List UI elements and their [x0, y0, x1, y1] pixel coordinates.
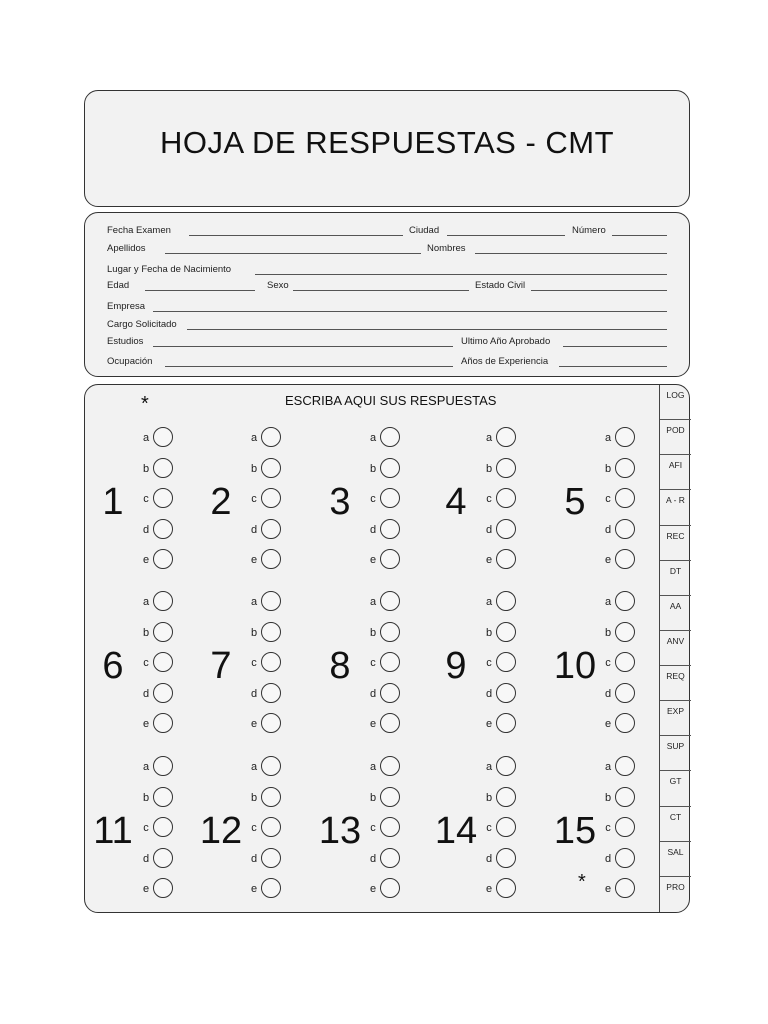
form-row-company: [107, 301, 667, 315]
answer-bubble[interactable]: [261, 817, 281, 837]
answer-bubble[interactable]: [496, 488, 516, 508]
answer-bubble[interactable]: [380, 427, 400, 447]
scale-cell: SUP: [660, 736, 691, 771]
option-letter: b: [250, 462, 258, 475]
edad-field[interactable]: [145, 290, 255, 291]
answer-bubble[interactable]: [153, 817, 173, 837]
answer-bubble[interactable]: [261, 458, 281, 478]
option-letter: e: [604, 718, 612, 730]
option-letter: a: [142, 432, 150, 444]
answer-bubble[interactable]: [496, 427, 516, 447]
option-letter: e: [142, 718, 150, 730]
form-row-occupation: [107, 356, 667, 370]
answer-bubble[interactable]: [261, 591, 281, 611]
option-letter: e: [250, 554, 258, 566]
answer-bubble[interactable]: [615, 591, 635, 611]
option-letter: a: [604, 596, 612, 608]
option-letter: e: [142, 554, 150, 566]
option-letter: b: [485, 462, 493, 475]
option-letter: b: [142, 626, 150, 639]
answer-bubble[interactable]: [380, 458, 400, 478]
option-letter: a: [369, 432, 377, 444]
option-letter: e: [250, 718, 258, 730]
answer-bubble[interactable]: [615, 427, 635, 447]
asterisk-mark-bottom: *: [578, 871, 586, 893]
ultimo-ano-label: Ultimo Año Aprobado: [461, 336, 551, 347]
question-number: 12: [199, 810, 243, 852]
option-letter: e: [604, 554, 612, 566]
edad-label: Edad: [107, 280, 130, 291]
form-row-position: [107, 319, 667, 333]
option-letter: b: [604, 462, 612, 475]
answer-bubble[interactable]: [496, 848, 516, 868]
option-letter: a: [142, 596, 150, 608]
answer-bubble[interactable]: [380, 549, 400, 569]
answer-panel: [84, 384, 690, 913]
answer-bubble[interactable]: [496, 683, 516, 703]
scale-cell: A - R: [660, 490, 691, 525]
answer-bubble[interactable]: [496, 622, 516, 642]
scale-cell: SAL: [660, 842, 691, 877]
question-number: 11: [93, 810, 133, 852]
answer-bubble[interactable]: [153, 488, 173, 508]
option-letter: b: [369, 791, 377, 804]
option-letter: c: [605, 822, 611, 834]
lugar-fecha-nacimiento-label: Lugar y Fecha de Nacimiento: [107, 264, 232, 275]
answer-bubble[interactable]: [261, 878, 281, 898]
answer-bubble[interactable]: [153, 713, 173, 733]
answer-bubble[interactable]: [496, 878, 516, 898]
answer-bubble[interactable]: [615, 549, 635, 569]
ultimo-ano-field[interactable]: [563, 346, 667, 347]
answer-bubble[interactable]: [153, 458, 173, 478]
option-letter: d: [604, 687, 612, 700]
question-number: 15: [553, 810, 597, 852]
option-letter: e: [485, 718, 493, 730]
anos-experiencia-label: Años de Experiencia: [461, 356, 549, 367]
question-number: 4: [445, 481, 467, 523]
question-number: 1: [102, 481, 124, 523]
option-letter: e: [604, 883, 612, 895]
answer-bubble[interactable]: [261, 488, 281, 508]
answer-bubble[interactable]: [153, 427, 173, 447]
option-letter: a: [142, 761, 150, 773]
scale-cell: AA: [660, 596, 691, 631]
option-letter: c: [251, 657, 257, 669]
option-letter: a: [604, 761, 612, 773]
question-number: 14: [434, 810, 478, 852]
scale-cell: ANV: [660, 631, 691, 666]
answer-bubble[interactable]: [496, 787, 516, 807]
answer-bubble[interactable]: [261, 787, 281, 807]
answer-bubble[interactable]: [496, 591, 516, 611]
answer-bubble[interactable]: [261, 683, 281, 703]
sexo-label: Sexo: [267, 280, 289, 291]
answer-bubble[interactable]: [615, 458, 635, 478]
answer-bubble[interactable]: [615, 652, 635, 672]
answer-bubble[interactable]: [380, 519, 400, 539]
estudios-label: Estudios: [107, 336, 144, 347]
option-letter: c: [370, 493, 376, 505]
form-row-personal: [107, 280, 667, 294]
answer-bubble[interactable]: [261, 652, 281, 672]
page-title: HOJA DE RESPUESTAS - CMT: [159, 125, 615, 160]
answer-bubble[interactable]: [261, 756, 281, 776]
answer-bubble[interactable]: [615, 622, 635, 642]
option-letter: d: [485, 687, 493, 700]
nombres-label: Nombres: [427, 243, 466, 254]
ciudad-field[interactable]: [447, 235, 565, 236]
option-letter: c: [251, 822, 257, 834]
title-panel: [84, 90, 690, 207]
answer-bubble[interactable]: [380, 756, 400, 776]
answer-bubble[interactable]: [153, 591, 173, 611]
option-letter: c: [605, 657, 611, 669]
option-letter: c: [486, 657, 492, 669]
answer-bubble[interactable]: [380, 683, 400, 703]
option-letter: d: [604, 523, 612, 536]
option-letter: d: [142, 523, 150, 536]
option-letter: d: [250, 523, 258, 536]
empresa-field[interactable]: [153, 311, 667, 312]
scale-cell: LOG: [660, 385, 691, 420]
apellidos-field[interactable]: [165, 253, 421, 254]
question-number: 6: [102, 645, 124, 687]
option-letter: a: [485, 761, 493, 773]
option-letter: c: [143, 657, 149, 669]
answer-bubble[interactable]: [153, 652, 173, 672]
option-letter: d: [250, 687, 258, 700]
option-letter: d: [142, 852, 150, 865]
scale-cell: GT: [660, 771, 691, 806]
scale-cell: PRO: [666, 881, 685, 892]
option-letter: c: [486, 822, 492, 834]
scale-cell: CT: [660, 807, 691, 842]
answer-bubble[interactable]: [380, 488, 400, 508]
anos-experiencia-field[interactable]: [559, 366, 667, 367]
option-letter: b: [369, 626, 377, 639]
answer-bubble[interactable]: [153, 519, 173, 539]
answer-bubble[interactable]: [380, 848, 400, 868]
scale-cell: EXP: [660, 701, 691, 736]
option-letter: a: [604, 432, 612, 444]
estado-civil-label: Estado Civil: [475, 280, 526, 291]
answer-bubble[interactable]: [153, 549, 173, 569]
option-letter: d: [369, 687, 377, 700]
estudios-field[interactable]: [153, 346, 453, 347]
nombres-field[interactable]: [475, 253, 667, 254]
option-letter: d: [604, 852, 612, 865]
fecha-examen-label: Fecha Examen: [107, 225, 171, 236]
option-letter: a: [369, 761, 377, 773]
option-letter: c: [370, 657, 376, 669]
numero-field[interactable]: [612, 235, 667, 236]
answer-bubble[interactable]: [496, 817, 516, 837]
question-number: 10: [553, 645, 597, 687]
answer-bubble[interactable]: [496, 756, 516, 776]
option-letter: a: [369, 596, 377, 608]
option-letter: c: [143, 822, 149, 834]
asterisk-mark: *: [141, 393, 149, 415]
scale-cell: POD: [660, 420, 691, 455]
scale-cell: DT: [660, 561, 691, 596]
answer-bubble[interactable]: [261, 713, 281, 733]
ocupacion-field[interactable]: [165, 366, 453, 367]
answer-bubble[interactable]: [380, 622, 400, 642]
option-letter: b: [485, 626, 493, 639]
answer-bubble[interactable]: [496, 458, 516, 478]
option-letter: c: [605, 493, 611, 505]
option-letter: b: [604, 626, 612, 639]
option-letter: d: [485, 852, 493, 865]
numero-label: Número: [572, 225, 606, 236]
cargo-solicitado-label: Cargo Solicitado: [107, 319, 177, 330]
option-letter: e: [369, 554, 377, 566]
answer-bubble[interactable]: [615, 848, 635, 868]
option-letter: e: [250, 883, 258, 895]
option-letter: e: [142, 883, 150, 895]
answer-bubble[interactable]: [496, 652, 516, 672]
scale-cell: REQ: [660, 666, 691, 701]
option-letter: a: [250, 432, 258, 444]
empresa-label: Empresa: [107, 301, 146, 312]
option-letter: e: [369, 883, 377, 895]
option-letter: e: [485, 554, 493, 566]
form-row-birth: [107, 264, 667, 278]
answers-title: ESCRIBA AQUI SUS RESPUESTAS: [285, 393, 497, 408]
answer-bubble[interactable]: [496, 549, 516, 569]
answer-bubble[interactable]: [380, 591, 400, 611]
option-letter: a: [250, 761, 258, 773]
answer-bubble[interactable]: [261, 848, 281, 868]
answer-bubble[interactable]: [615, 683, 635, 703]
answer-bubble[interactable]: [615, 878, 635, 898]
option-letter: b: [604, 791, 612, 804]
answer-bubble[interactable]: [615, 787, 635, 807]
option-letter: a: [485, 596, 493, 608]
option-letter: c: [370, 822, 376, 834]
answer-bubble[interactable]: [615, 756, 635, 776]
answer-bubble[interactable]: [380, 652, 400, 672]
option-letter: d: [142, 687, 150, 700]
answer-bubble[interactable]: [153, 756, 173, 776]
form-row-studies: [107, 336, 667, 350]
option-letter: d: [485, 523, 493, 536]
ciudad-label: Ciudad: [409, 225, 440, 236]
answer-bubble[interactable]: [496, 713, 516, 733]
answer-bubble[interactable]: [261, 549, 281, 569]
answer-bubble[interactable]: [380, 787, 400, 807]
answer-bubble[interactable]: [153, 622, 173, 642]
option-letter: e: [485, 883, 493, 895]
scale-cell: AFI: [660, 455, 691, 490]
form-row-names: [107, 243, 667, 257]
option-letter: c: [486, 493, 492, 505]
option-letter: b: [485, 791, 493, 804]
answer-bubble[interactable]: [261, 427, 281, 447]
apellidos-label: Apellidos: [107, 243, 146, 254]
question-number: 7: [210, 645, 232, 687]
answer-bubble[interactable]: [261, 622, 281, 642]
answer-bubble[interactable]: [153, 787, 173, 807]
answer-bubble[interactable]: [615, 488, 635, 508]
question-number: 9: [445, 645, 467, 687]
answer-bubble[interactable]: [615, 713, 635, 733]
question-number: 8: [329, 645, 351, 687]
option-letter: d: [250, 852, 258, 865]
answer-bubble[interactable]: [380, 817, 400, 837]
answer-bubble[interactable]: [261, 519, 281, 539]
option-letter: a: [250, 596, 258, 608]
question-number: 5: [564, 481, 586, 523]
option-letter: b: [142, 462, 150, 475]
option-letter: b: [142, 791, 150, 804]
option-letter: b: [369, 462, 377, 475]
sexo-field[interactable]: [293, 290, 469, 291]
estado-civil-field[interactable]: [531, 290, 667, 291]
scale-column: [659, 385, 692, 912]
option-letter: d: [369, 852, 377, 865]
question-number: 13: [318, 810, 362, 852]
answer-bubble[interactable]: [615, 817, 635, 837]
answer-bubble[interactable]: [153, 683, 173, 703]
question-number: 2: [210, 481, 232, 523]
scale-cell: REC: [660, 526, 691, 561]
answer-bubble[interactable]: [153, 848, 173, 868]
answer-bubble[interactable]: [496, 519, 516, 539]
personal-data-panel: [84, 212, 690, 377]
question-number: 3: [329, 481, 351, 523]
option-letter: e: [369, 718, 377, 730]
option-letter: b: [250, 626, 258, 639]
answer-bubble[interactable]: [153, 878, 173, 898]
form-row-exam: [107, 225, 667, 239]
cargo-solicitado-field[interactable]: [187, 329, 667, 330]
answer-bubble[interactable]: [380, 878, 400, 898]
option-letter: c: [251, 493, 257, 505]
answer-bubble[interactable]: [615, 519, 635, 539]
answer-bubble[interactable]: [380, 713, 400, 733]
fecha-examen-field[interactable]: [189, 235, 403, 236]
option-letter: d: [369, 523, 377, 536]
ocupacion-label: Ocupación: [107, 356, 153, 367]
lugar-fecha-nacimiento-field[interactable]: [255, 274, 667, 275]
option-letter: a: [485, 432, 493, 444]
option-letter: c: [143, 493, 149, 505]
option-letter: b: [250, 791, 258, 804]
